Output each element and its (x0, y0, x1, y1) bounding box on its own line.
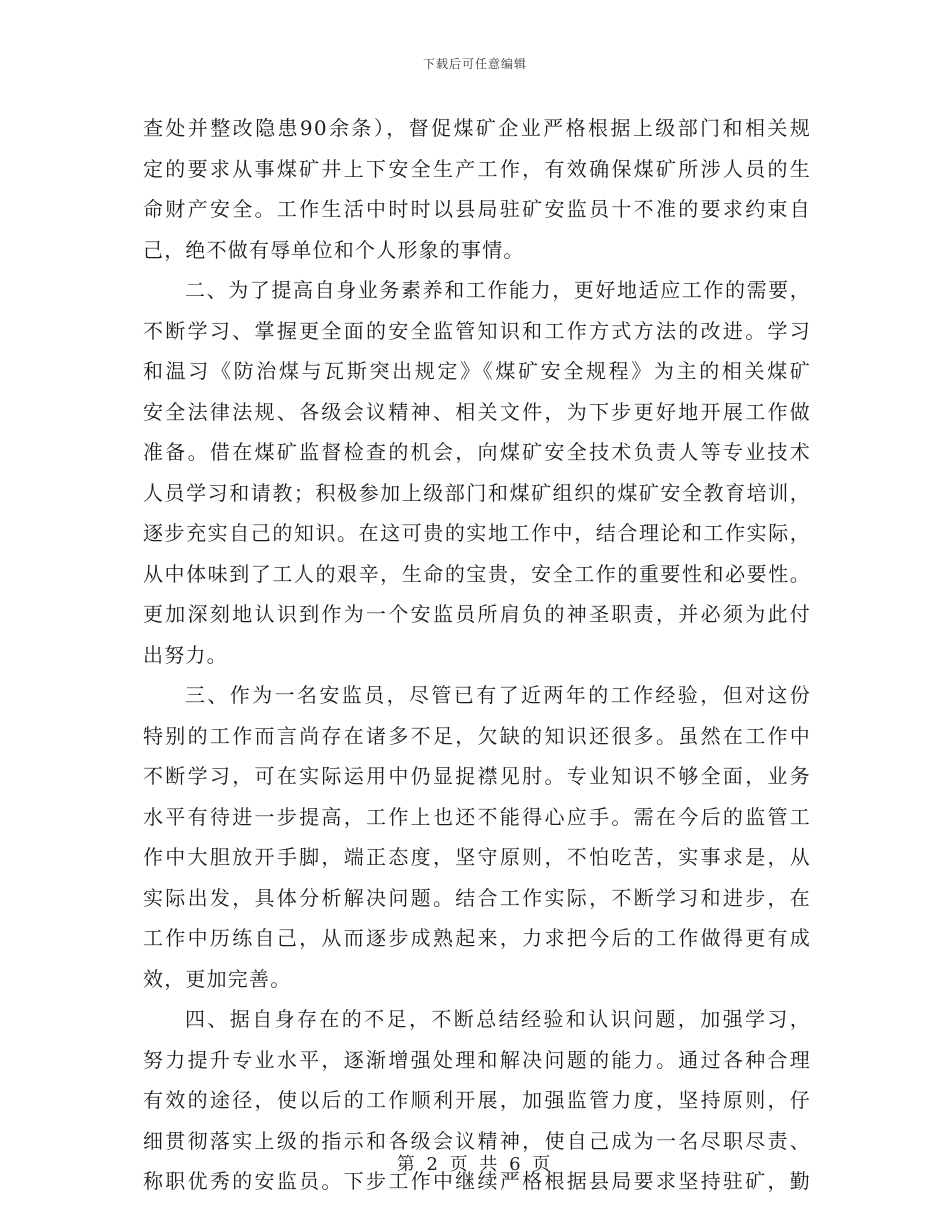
text-line: 细贯彻落实上级的指示和各级会议精神，使自己成为一名尽职尽责、 (143, 1128, 811, 1153)
text-line: 逐步充实自己的知识。在这可贵的实地工作中，结合理论和工作实际， (143, 521, 811, 545)
text-line: 出努力。 (143, 642, 228, 667)
text-line: 作中大胆放开手脚，端正态度，坚守原则，不怕吃苦，实事求是，从 (143, 845, 811, 869)
text-line: 命财产安全。工作生活中时时以县局驻矿安监员十不准的要求约束自 (143, 197, 811, 221)
text-line: 从中体味到了工人的艰辛，生命的宝贵，安全工作的重要性和必要性。 (143, 561, 811, 586)
text-line: 特别的工作而言尚存在诸多不足，欠缺的知识还很多。虽然在工作中 (143, 723, 811, 748)
paragraph-2 (143, 270, 811, 675)
page-number-footer: 第 2 页 共 6 页 (396, 1154, 554, 1175)
page-header-note: 下载后可任意编辑 (422, 57, 527, 71)
text-line: 更加深刻地认识到作为一个安监员所肩负的神圣职责，并必须为此付 (143, 602, 811, 626)
text-line: 安全法律法规、各级会议精神、相关文件，为下步更好地开展工作做 (143, 399, 811, 424)
text-line: 称职优秀的安监员。下步工作中继续严格根据县局要求坚持驻矿，勤 (143, 1169, 811, 1193)
document-body (143, 108, 811, 1202)
text-line: 人员学习和请教；积极参加上级部门和煤矿组织的煤矿安全教育培训， (143, 480, 811, 505)
text-line: 己，绝不做有辱单位和个人形象的事情。 (143, 237, 525, 262)
text-line: 二、为了提高自身业务素养和工作能力，更好地适应工作的需要， (185, 278, 811, 302)
text-line: 四、据自身存在的不足，不断总结经验和认识问题，加强学习， (185, 1007, 811, 1031)
text-line: 工作中历练自己，从而逐步成熟起来，力求把今后的工作做得更有成 (143, 926, 811, 950)
paragraph-1 (143, 108, 811, 270)
text-line: 和温习《防治煤与瓦斯突出规定》《煤矿安全规程》为主的相关煤矿 (143, 359, 811, 383)
text-line: 准备。借在煤矿监督检查的机会，向煤矿安全技术负责人等专业技术 (143, 440, 811, 464)
text-line: 查处并整改隐患90余条），督促煤矿企业严格根据上级部门和相关规 (143, 116, 811, 140)
text-line: 水平有待进一步提高，工作上也还不能得心应手。需在今后的监管工 (143, 804, 811, 829)
text-line: 努力提升专业水平，逐渐增强处理和解决问题的能力。通过各种合理 (143, 1047, 811, 1072)
paragraph-3 (143, 675, 811, 999)
text-line: 不断学习、掌握更全面的安全监管知识和工作方式方法的改进。学习 (143, 318, 811, 343)
text-line: 不断学习，可在实际运用中仍显捉襟见肘。专业知识不够全面，业务 (143, 764, 811, 788)
text-line: 有效的途径，使以后的工作顺利开展，加强监管力度，坚持原则，仔 (143, 1088, 811, 1112)
text-line: 实际出发，具体分析解决问题。结合工作实际，不断学习和进步，在 (143, 885, 811, 910)
text-line: 三、作为一名安监员，尽管已有了近两年的工作经验，但对这份 (185, 683, 811, 707)
text-line: 定的要求从事煤矿井上下安全生产工作，有效确保煤矿所涉人员的生 (143, 156, 811, 181)
text-line: 效，更加完善。 (143, 966, 292, 991)
